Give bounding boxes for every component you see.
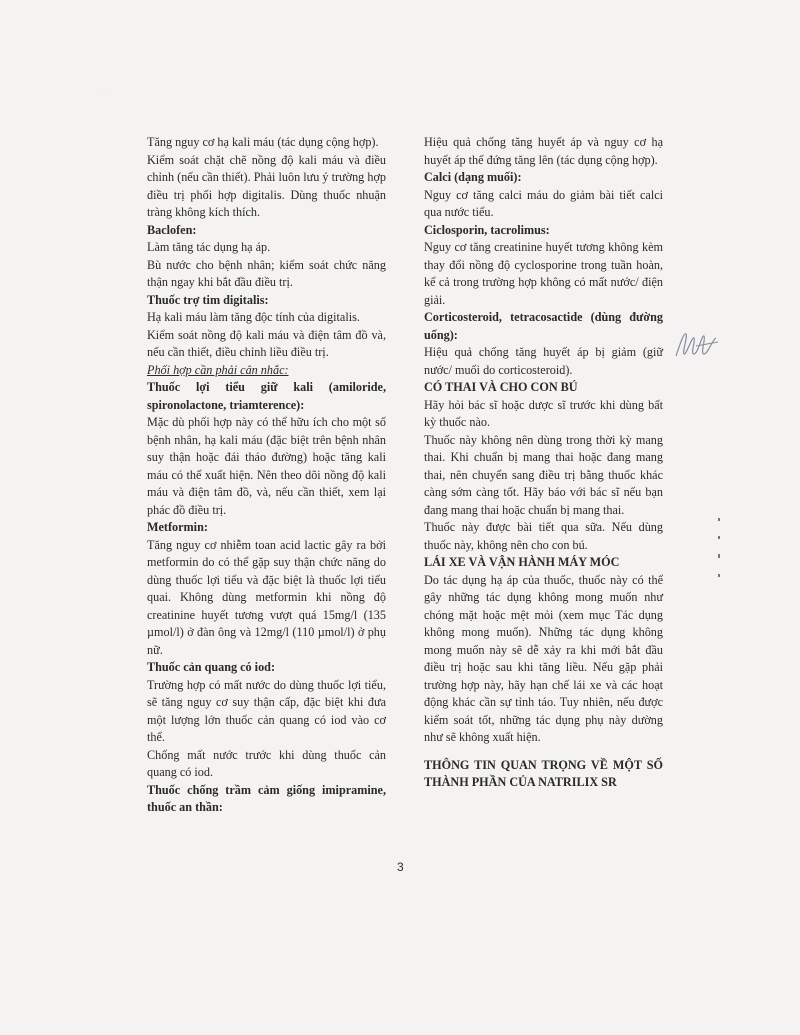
paragraph: Kiểm soát nồng độ kali máu và điện tâm đồ và, nếu cần thiết, điều chỉnh liều điều trị. <box>147 327 386 359</box>
heading: Calci (dạng muối): <box>424 170 522 184</box>
heading: Thuốc lợi tiểu giữ kali (amiloride, spironolactone, triamterence): <box>147 380 386 412</box>
heading: THÔNG TIN QUAN TRỌNG VỀ MỘT SỐ THÀNH PHẦN CỦA NATRILIX SR <box>424 757 663 789</box>
heading: Metformin: <box>147 520 208 534</box>
paragraph: Nguy cơ tăng calci máu do giảm bài tiết calci qua nước tiểu. <box>424 187 663 219</box>
left-column <box>147 134 386 817</box>
paragraph: Bù nước cho bệnh nhân; kiểm soát chức năng thận ngay khi bắt đầu điều trị. <box>147 257 386 289</box>
paragraph: Chống mất nước trước khi dùng thuốc cản quang có iod. <box>147 747 386 779</box>
paragraph: Kiểm soát chặt chẽ nồng độ kali máu và điều chỉnh (nếu cần thiết). Phải luôn lưu ý trường hợp điều trị phối hợp digitalis. Dùng thuốc nhuận tràng không kích thích. <box>147 152 386 219</box>
page-number: 3 <box>397 860 404 874</box>
margin-marks <box>716 518 722 598</box>
paragraph: Tăng nguy cơ nhiễm toan acid lactic gây ra bởi metformin do có thể gặp suy thận chức năng do dùng thuốc lợi tiểu và đặc biệt là thuốc lợi tiểu quai. Không dùng metformin khi nồng độ creatinine huyết tương vượt quá 15mg/l (135 µmol/l) ở đàn ông và 12mg/l (110 µmol/l) ở phụ nữ. <box>147 537 386 657</box>
paragraph: Do tác dụng hạ áp của thuốc, thuốc này có thể gây những tác dụng không mong muốn như chóng mặt hoặc mệt mỏi (xem mục Tác dụng không mong muốn). Những tác dụng không mong muốn này sẽ dễ xảy ra khi mới bắt đầu điều trị hoặc sau khi tăng liều. Nếu gặp phải trường hợp này, hãy hạn chế lái xe và các hoạt động khác cần sự tỉnh táo. Tuy nhiên, nếu được kiểm soát tốt, những tác dụng phụ này dường như sẽ không xuất hiện. <box>424 572 663 744</box>
paragraph: Tăng nguy cơ hạ kali máu (tác dụng cộng hợp). <box>147 135 379 149</box>
handwritten-signature-icon <box>672 326 724 364</box>
paragraph: Làm tăng tác dụng hạ áp. <box>147 240 271 254</box>
heading: Thuốc chống trầm cảm giống imipramine, thuốc an thần: <box>147 782 386 814</box>
paragraph: Hiệu quả chống tăng huyết áp bị giảm (giữ nước/ muối do corticosteroid). <box>424 345 663 377</box>
heading: Ciclosporin, tacrolimus: <box>424 222 550 237</box>
paragraph: Thuốc này được bài tiết qua sữa. Nếu dùng thuốc này, không nên cho con bú. <box>424 520 663 552</box>
paragraph: Trường hợp có mất nước do dùng thuốc lợi tiểu, sẽ tăng nguy cơ suy thận cấp, đặc biệt khi đưa một lượng lớn thuốc cản quang có iod vào cơ thể. <box>147 677 386 744</box>
heading: Corticosteroid, tetracosactide (dùng đường uống): <box>424 310 663 342</box>
paragraph: Nguy cơ tăng creatinine huyết tương không kèm thay đổi nồng độ cyclosporine trong tuần hoàn, kể cả trong trường hợp không có mất nước/ điện giải. <box>424 240 663 307</box>
heading: LÁI XE VÀ VẬN HÀNH MÁY MÓC <box>424 555 620 569</box>
paragraph: Hạ kali máu làm tăng độc tính của digitalis. <box>147 310 360 324</box>
paragraph: Thuốc này không nên dùng trong thời kỳ mang thai. Khi chuẩn bị mang thai hoặc đang mang thai, nên chuyển sang điều trị bằng thuốc khác càng sớm càng tốt. Hãy báo với bác sĩ nếu bạn đang mang thai hoặc chuẩn bị mang thai. <box>424 432 663 517</box>
right-column <box>424 134 663 792</box>
subheading-italic: Phối hợp cần phải cân nhắc: <box>147 362 289 377</box>
paragraph: Mặc dù phối hợp này có thể hữu ích cho một số bệnh nhân, hạ kali máu (đặc biệt trên bệnh nhân suy thận hoặc đái tháo đường) hoặc tăng kali máu có thể xuất hiện. Nên theo dõi nồng độ kali máu và điện tâm đồ, và, nếu cần thiết, xem lại phác đồ điều trị. <box>147 415 386 517</box>
heading: Thuốc cản quang có iod: <box>147 660 275 674</box>
heading: Baclofen: <box>147 222 197 237</box>
paragraph: Hãy hỏi bác sĩ hoặc dược sĩ trước khi dùng bất kỳ thuốc nào. <box>424 397 663 429</box>
heading: Thuốc trợ tim digitalis: <box>147 292 269 307</box>
paragraph: Hiệu quả chống tăng huyết áp và nguy cơ hạ huyết áp thế đứng tăng lên (tác dụng cộng hợp). <box>424 135 663 167</box>
scan-artifact: · · <box>100 88 107 96</box>
heading: CÓ THAI VÀ CHO CON BÚ <box>424 380 578 394</box>
